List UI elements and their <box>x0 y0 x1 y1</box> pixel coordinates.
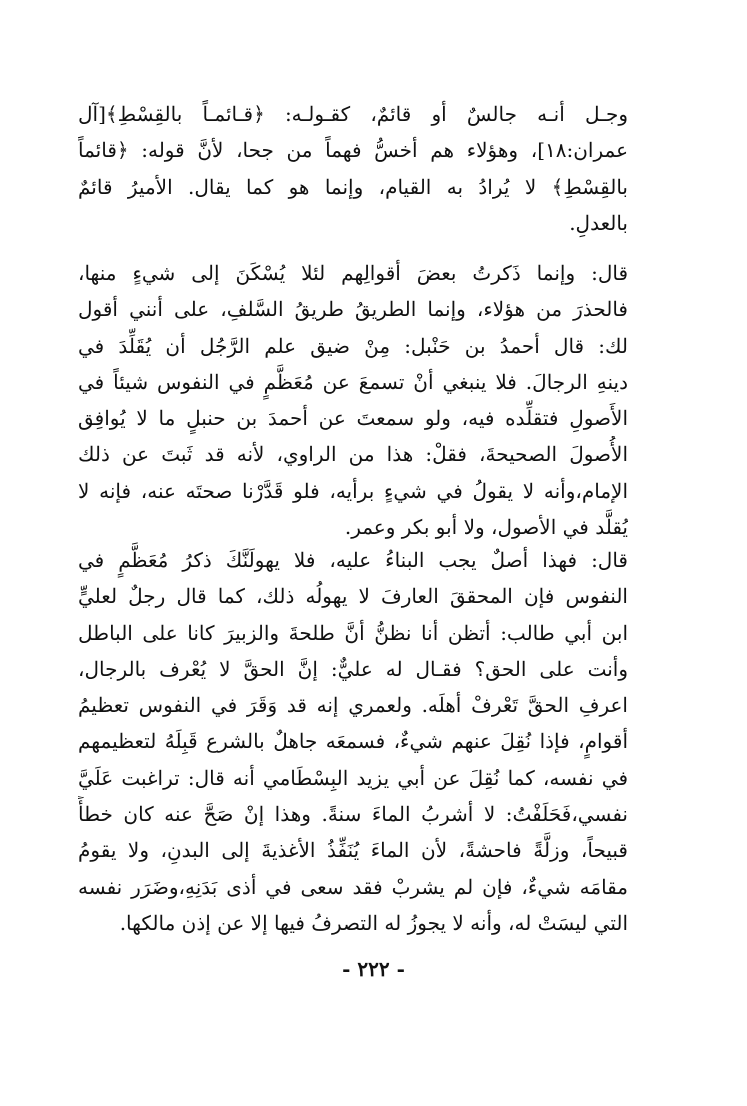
text-line: الأُصولَ الصحيحةَ، فقلْ: هذا من الراوي، لأنه قد ثَبتَ عن ذلك <box>78 442 628 467</box>
text-line: الإمام،وأنه لا يقولُ في شيءٍ برأيه، فلو قَدَّرْنا صحتَه عنه، فإنه لا <box>78 478 628 503</box>
paragraph-3 <box>78 542 628 941</box>
text-line: ابن أبي طالب: أتظن أنا نظنُّ أنَّ طلحةَ والزبيرَ كانا على الباطل <box>78 620 628 645</box>
text-line: بالعدلِ. <box>569 210 628 235</box>
page-number: - ٢٢٢ - <box>342 957 405 981</box>
text-line: يُقلَّد في الأصول، ولا أبو بكر وعمر. <box>344 515 628 540</box>
text-line: قال: فهذا أصلٌ يجب البناءُ عليه، فلا يهولَنَّكَ ذكرُ مُعَظَّمٍ في <box>78 548 628 572</box>
paragraph-1 <box>78 96 628 241</box>
text-line: لك: قال أحمدُ بن حَنْبل: مِنْ ضيق علم الرَّجُل أن يُقَلِّدَ في <box>78 333 628 358</box>
text-line: دينهِ الرجالَ. فلا ينبغي أنْ تسمعَ عن مُعَظَّمٍ في النفوس شيئاً في <box>78 369 628 394</box>
text-line: عمران:١٨]، وهؤلاء هم أخسُّ فهماً من جحا، لأنَّ قوله: ﴿قائماً <box>78 138 628 163</box>
text-line: قال: وإنما ذَكرتُ بعضَ أقوالِهم لئلا يُسْكَنَ إلى شيءٍ منها، <box>78 261 628 285</box>
text-line: أقوامٍ، فإذا نُقِلَ عنهم شيءٌ، فسمعَه جاهلٌ بالشرع قَبِلَهُ لتعظيمهم <box>78 729 628 754</box>
text-line: في نفسه، كما نُقِلَ عن أبي يزيد البِسْطَامي أنه قال: تراغبت عَلَيَّ <box>78 765 628 790</box>
text-line: فالحذرَ من هؤلاء، وإنما الطريقُ طريقُ السَّلفِ، على أنني أقول <box>78 297 628 322</box>
text-line: النفوس فإن المحققَ العارفَ لا يهولُه ذلك، كما قال رجلٌ لعليٍّ <box>78 584 628 609</box>
text-line: مقامَه شيءٌ، فإن لم يشربْ فقد سعى في أذى بَدَنِهِ،وضَرَر نفسه <box>78 874 628 899</box>
text-line: وجـل أنـه جالسٌ أو قائمٌ، كقـولـه: ﴿قـائمـاً بالقِسْطِ﴾[آل <box>78 102 628 126</box>
paragraph-2 <box>78 255 628 545</box>
text-line: الأَصولِ فتقلِّده فيه، ولو سمعتَ عن أحمدَ بن حنبلٍ ما لا يُوافِق <box>78 406 628 431</box>
text-line: بالقِسْطِ﴾ لا يُرادُ به القيام، وإنما هو كما يقال. الأميرُ قائمٌ <box>78 174 628 199</box>
text-line: قبيحاً، وزلَّةً فاحشةً، لأن الماءَ يُنَفِّذُ الأغذيةَ إلى البدنِ، ولا يقومُ <box>78 838 628 863</box>
text-line: وأنت على الحق؟ فقـال له عليٌّ: إنَّ الحقَّ لا يُعْرف بالرجال، <box>78 656 628 681</box>
text-line: التي ليسَتْ له، وأنه لا يجوزُ له التصرفُ فيها إلا عن إذن مالكها. <box>119 910 628 935</box>
text-line: اعرفِ الحقَّ تَعْرفْ أهلَه. ولعمري إنه قد وَقَرَ في النفوس تعظيمُ <box>78 693 628 718</box>
text-line: نفسي،فَحَلَفْتُ: لا أشربُ الماءَ سنةً. وهذا إنْ صَحَّ عنه كان خطأً <box>78 802 628 827</box>
